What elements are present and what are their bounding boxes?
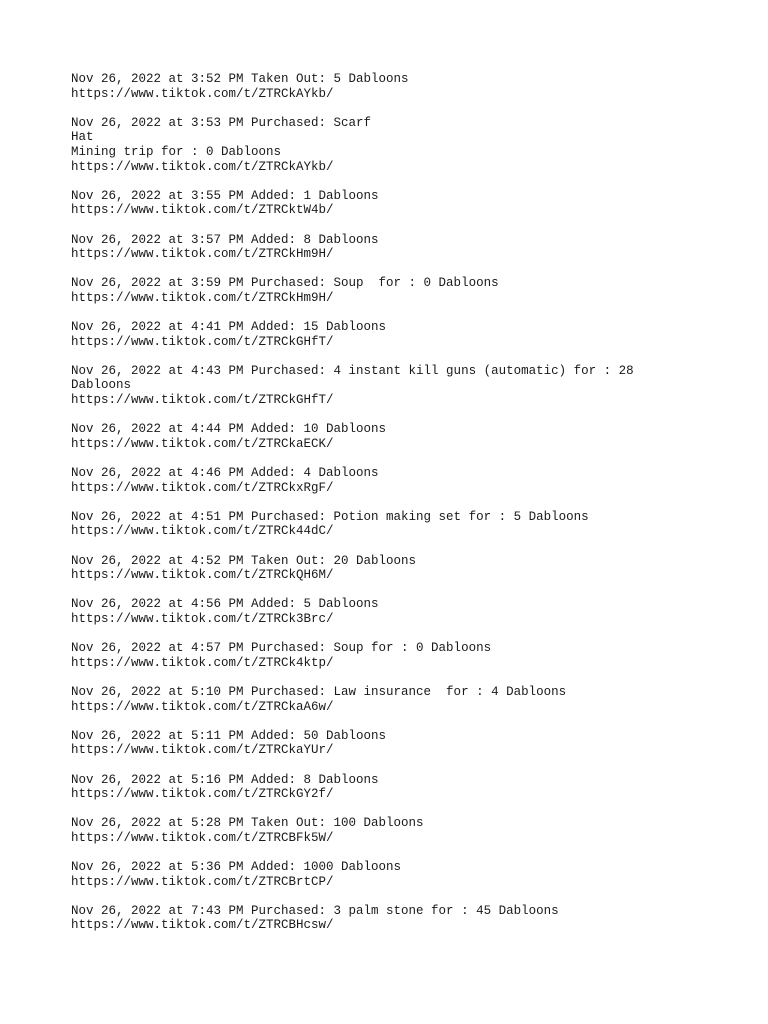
entry-link[interactable]: https://www.tiktok.com/t/ZTRCkxRgF/ <box>71 480 334 495</box>
entry-line: Nov 26, 2022 at 3:52 PM Taken Out: 5 Dabloons <box>71 72 409 86</box>
entry-line: Nov 26, 2022 at 3:57 PM Added: 8 Dabloons <box>71 232 379 247</box>
entry-link[interactable]: https://www.tiktok.com/t/ZTRCBFk5W/ <box>71 830 334 845</box>
log-entry <box>71 904 731 933</box>
entry-line: Nov 26, 2022 at 4:41 PM Added: 15 Dabloons <box>71 320 387 335</box>
entry-link[interactable]: https://www.tiktok.com/t/ZTRCkHm9H/ <box>71 290 334 305</box>
entry-line: Nov 26, 2022 at 4:46 PM Added: 4 Dabloons <box>71 466 379 481</box>
entry-link[interactable]: https://www.tiktok.com/t/ZTRCkGHfT/ <box>71 334 334 349</box>
log-entry <box>71 597 731 626</box>
entry-line: Nov 26, 2022 at 3:59 PM Purchased: Soup for : 0 Dabloons <box>71 276 499 291</box>
entry-line: Nov 26, 2022 at 4:52 PM Taken Out: 20 Dabloons <box>71 553 417 568</box>
entry-link[interactable]: https://www.tiktok.com/t/ZTRCk44dC/ <box>71 524 334 539</box>
entry-link[interactable]: https://www.tiktok.com/t/ZTRCkGY2f/ <box>71 787 334 802</box>
log-entry <box>71 685 731 714</box>
log-entry <box>71 72 731 101</box>
log-entry <box>71 233 731 262</box>
entry-line: Nov 26, 2022 at 5:28 PM Taken Out: 100 Dabloons <box>71 816 424 831</box>
entry-line: Nov 26, 2022 at 3:53 PM Purchased: Scarf <box>71 115 372 130</box>
entry-line: Nov 26, 2022 at 5:11 PM Added: 50 Dabloons <box>71 728 387 743</box>
entry-link[interactable]: https://www.tiktok.com/t/ZTRCBrtCP/ <box>71 874 334 889</box>
entry-link[interactable]: https://www.tiktok.com/t/ZTRCkGHfT/ <box>71 393 334 408</box>
entry-line: Nov 26, 2022 at 4:56 PM Added: 5 Dabloons <box>71 597 379 612</box>
entry-link[interactable]: https://www.tiktok.com/t/ZTRCkHm9H/ <box>71 247 334 262</box>
entry-line: Dabloons <box>71 378 132 393</box>
entry-line: Nov 26, 2022 at 4:44 PM Added: 10 Dabloons <box>71 422 387 437</box>
entry-link[interactable]: https://www.tiktok.com/t/ZTRCkaECK/ <box>71 436 334 451</box>
log-entry <box>71 641 731 670</box>
entry-line: Nov 26, 2022 at 5:16 PM Added: 8 Dabloons <box>71 772 379 787</box>
entry-link[interactable]: https://www.tiktok.com/t/ZTRCk3Brc/ <box>71 611 334 626</box>
entry-link[interactable]: https://www.tiktok.com/t/ZTRCkQH6M/ <box>71 568 334 583</box>
log-entry <box>71 320 731 349</box>
entry-line: Hat <box>71 130 94 145</box>
entry-line: Nov 26, 2022 at 4:51 PM Purchased: Potion making set for : 5 Dabloons <box>71 509 589 524</box>
log-entry <box>71 276 731 305</box>
log-entry <box>71 189 731 218</box>
log-entry <box>71 510 731 539</box>
log-entry <box>71 816 731 845</box>
entry-line: Nov 26, 2022 at 5:10 PM Purchased: Law insurance for : 4 Dabloons <box>71 684 567 699</box>
log-entry <box>71 466 731 495</box>
log-entry <box>71 860 731 889</box>
log-entry <box>71 422 731 451</box>
entry-line: Nov 26, 2022 at 7:43 PM Purchased: 3 palm stone for : 45 Dabloons <box>71 903 559 918</box>
document-body <box>71 72 731 948</box>
log-entry <box>71 729 731 758</box>
log-entry <box>71 773 731 802</box>
entry-link[interactable]: https://www.tiktok.com/t/ZTRCktW4b/ <box>71 203 334 218</box>
entry-line: Nov 26, 2022 at 4:43 PM Purchased: 4 instant kill guns (automatic) for : 28 <box>71 363 634 378</box>
entry-link[interactable]: https://www.tiktok.com/t/ZTRCk4ktp/ <box>71 655 334 670</box>
entry-line: Nov 26, 2022 at 3:55 PM Added: 1 Dabloons <box>71 188 379 203</box>
entry-line: Nov 26, 2022 at 5:36 PM Added: 1000 Dabloons <box>71 860 402 875</box>
entry-link[interactable]: https://www.tiktok.com/t/ZTRCkAYkb/ <box>71 86 334 101</box>
entry-link[interactable]: https://www.tiktok.com/t/ZTRCkAYkb/ <box>71 159 334 174</box>
entry-link[interactable]: https://www.tiktok.com/t/ZTRCBHcsw/ <box>71 918 334 933</box>
entry-line: Mining trip for : 0 Dabloons <box>71 144 282 159</box>
entry-link[interactable]: https://www.tiktok.com/t/ZTRCkaYUr/ <box>71 743 334 758</box>
entry-line: Nov 26, 2022 at 4:57 PM Purchased: Soup for : 0 Dabloons <box>71 641 492 656</box>
log-entry <box>71 116 731 174</box>
log-entry <box>71 554 731 583</box>
entry-link[interactable]: https://www.tiktok.com/t/ZTRCkaA6w/ <box>71 699 334 714</box>
log-entry <box>71 364 731 408</box>
